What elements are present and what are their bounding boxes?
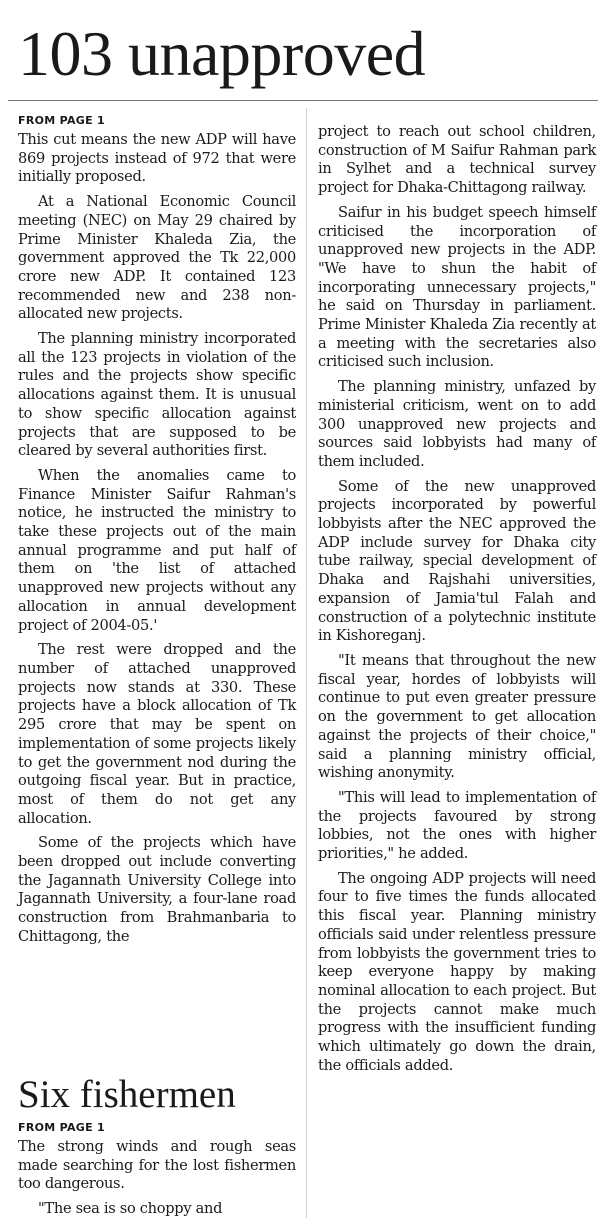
story2-kicker: FROM PAGE 1	[18, 1121, 106, 1134]
story1-paragraph: project to reach out school children, construction of M Saifur Rahman park in Sylhet and a technical survey project for Dhaka-Chittagong railway.	[318, 123, 596, 197]
story1-headline: 103 unapproved	[18, 18, 426, 89]
story1-paragraph: This cut means the new ADP will have 869 projects instead of 972 that were initially proposed.	[18, 131, 296, 186]
story1-kicker: FROM PAGE 1	[18, 114, 106, 127]
column-divider	[306, 108, 307, 1218]
story1-paragraph: The planning ministry, unfazed by ministerial criticism, went on to add 300 unapproved new projects and sources said lobbyists had many of them included.	[318, 378, 596, 470]
story1-paragraph: The ongoing ADP projects will need four to five times the funds allocated this fiscal year. Planning ministry officials said under relentless pressure from lobbyists the government tries to keep everyone happy by making nominal allocation to each project. But the projects cannot make much progress with the insufficient funding which ultimately go down the drain, the officials added.	[318, 869, 596, 1074]
story2-paragraph: The strong winds and rough seas made searching for the lost fishermen too dangerous.	[18, 1138, 296, 1193]
story2-paragraph: "The sea is so choppy and	[38, 1200, 223, 1218]
story1-paragraph: When the anomalies came to Finance Minister Saifur Rahman's notice, he instructed the ministry to take these projects out of the main annual programme and put half of them on 'the list of attached unapproved new projects without any allocation in annual development project of 2004-05.'	[18, 466, 296, 634]
story1-column-right	[318, 123, 596, 1081]
headline-rule	[8, 100, 598, 101]
story1-paragraph: The planning ministry incorporated all the 123 projects in violation of the rules and the projects show specific allocations against them. It is unusual to show specific allocation against projects that are supposed to be cleared by several authorities first.	[18, 330, 296, 460]
story1-paragraph: The rest were dropped and the number of attached unapproved projects now stands at 330. These projects have a block allocation of Tk 295 crore that may be spent on implementation of some projects likely to get the government nod during the outgoing fiscal year. But in practice, most of them do not get any allocation.	[18, 641, 296, 827]
story1-paragraph: "This will lead to implementation of the projects favoured by strong lobbies, not the ones with higher priorities," he added.	[318, 788, 596, 863]
story2-headline: Six fishermen	[18, 1073, 236, 1116]
story1-paragraph: Saifur in his budget speech himself criticised the incorporation of unapproved new projects in the ADP. "We have to shun the habit of incorporating unnecessary projects," he said on Thursday in parliament. Prime Minister Khaleda Zia recently at a meeting with the secretaries also criticised such inclusion.	[318, 203, 596, 371]
story2-column	[18, 1120, 296, 1225]
story1-paragraph: At a National Economic Council meeting (NEC) on May 29 chaired by Prime Minister Khaleda Zia, the government approved the Tk 22,000 crore new ADP. It contained 123 recommended new and 238 non-allocated new projects.	[18, 193, 296, 323]
story1-paragraph: Some of the new unapproved projects incorporated by powerful lobbyists after the NEC approved the ADP include survey for Dhaka city tube railway, special development of Dhaka and Rajshahi universities, expansion of Jamia'tul Falah and construction of a polytechnic institute in Kishoreganj.	[318, 477, 596, 645]
story1-paragraph: "It means that throughout the new fiscal year, hordes of lobbyists will continue to put even greater pressure on the government to get allocation against the projects of their choice," said a planning ministry official, wishing anonymity.	[318, 651, 596, 782]
story1-paragraph: Some of the projects which have been dropped out include converting the Jagannath University College into Jagannath University, a four-lane road construction from Brahmanbaria to Chittagong, the	[18, 834, 296, 945]
story1-column-left	[18, 113, 296, 953]
